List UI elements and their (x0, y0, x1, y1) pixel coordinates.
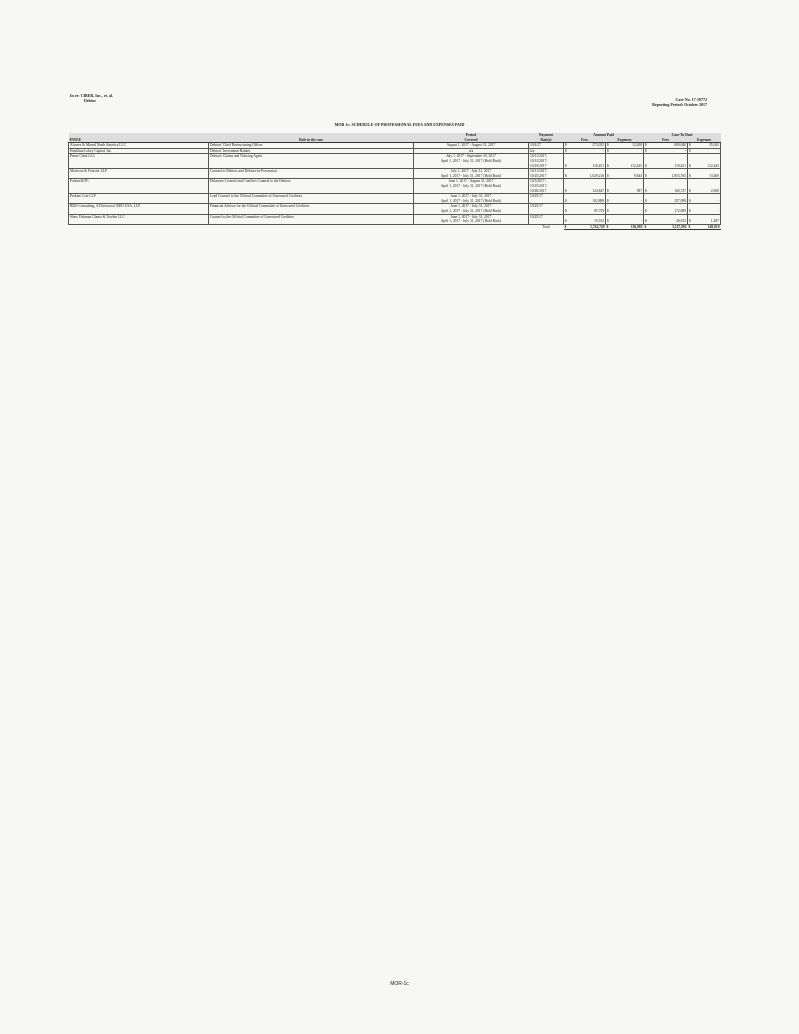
payment-date: 10/19/2017 (530, 163, 547, 168)
payment-date: 10/25/2017 (530, 173, 547, 178)
total-expenses: 136,085 (630, 224, 643, 229)
fees-paid-cell (564, 214, 606, 224)
currency-symbol: $ (689, 143, 691, 148)
fees-paid-cell (564, 204, 606, 214)
payment-date: 10/11/2017; (530, 154, 548, 159)
currency-symbol: $ (565, 198, 567, 203)
fees-paid-cell (564, 194, 606, 204)
period-line: April 1, 2017 - July 31, 2017 (Hold Back) (440, 208, 502, 213)
payee-name: Shaw Fishman Glantz & Towbin LLC (69, 214, 209, 224)
ctd-expenses-header: Expenses (688, 138, 721, 143)
ctd-fees: 160,727 (674, 188, 686, 193)
expenses-paid: - (640, 219, 642, 224)
expenses-paid-cell (606, 194, 644, 204)
payment-date: 10/5/2017; (530, 179, 546, 184)
expenses-paid: - (640, 148, 642, 153)
period-covered (414, 204, 529, 214)
fees-paid-cell (564, 154, 606, 169)
expenses-paid: - (640, 198, 642, 203)
page-footer: MOR-1c (390, 981, 409, 987)
payment-date: 10/25/17 (530, 214, 543, 219)
fees-paid: 1,029,216 (589, 173, 604, 178)
ctd-expenses: - (717, 148, 720, 153)
total-ctd-expenses: 149,810 (707, 224, 720, 229)
role-in-case: Debtors' Investment Banker (209, 148, 414, 154)
total-row (69, 224, 721, 230)
period-header-l2: Covered (414, 138, 529, 143)
role-in-case: Counsel to Debtors and Debtors-in-Possession (209, 169, 414, 179)
expenses-paid-cell (606, 204, 644, 214)
ctd-expenses-cell (688, 169, 721, 179)
currency-symbol: $ (607, 188, 609, 193)
payment-dates (529, 154, 564, 169)
period-line: June 1, 2017 - July 31, 2017 (450, 214, 492, 219)
ctd-fees: 110,451 (674, 163, 686, 168)
ctd-fees: - (684, 148, 686, 153)
currency-symbol: $ (645, 198, 647, 203)
fees-paid-cell (564, 179, 606, 194)
role-in-case: Counsel to the Official Committee of Unsecured Creditors (209, 214, 414, 224)
ctd-expenses: 112,445 (707, 163, 720, 168)
table-row (69, 194, 721, 204)
fees-paid: - (602, 148, 604, 153)
ctd-fees-cell (644, 179, 688, 194)
period-line: August 1, 2017 - August 31, 2017 (446, 143, 496, 148)
table-row (69, 204, 721, 214)
table-row (69, 179, 721, 194)
case-name: In re: CIBER, Inc., et. al. (70, 93, 114, 98)
table-row (69, 214, 721, 224)
currency-symbol: $ (689, 219, 691, 224)
ctd-fees-cell (644, 194, 688, 204)
ctd-expenses-cell (688, 204, 721, 214)
expenses-paid: 13,208 (632, 143, 642, 148)
case-caption (70, 93, 113, 103)
period-line: June 1, 2017 - August 31, 2017 (448, 179, 494, 184)
expenses-paid-cell (606, 154, 644, 169)
fees-schedule-table (68, 133, 721, 230)
currency-symbol: $ (689, 208, 691, 213)
currency-symbol: $ (565, 219, 567, 224)
expenses-paid: 9,844 (633, 173, 642, 178)
ctd-expenses: - (717, 198, 720, 203)
reporting-period: Reporting Period: October 2017 (652, 102, 707, 107)
ctd-fees: 257,098 (674, 198, 686, 203)
currency-symbol: $ (689, 198, 691, 203)
expenses-paid-cell (606, 179, 644, 194)
payment-dates (529, 194, 564, 204)
currency-symbol: $ (645, 173, 647, 178)
ctd-fees-header: Fees (644, 138, 688, 143)
currency-symbol: $ (607, 208, 609, 213)
period-line: July 1, 2017 - July 31, 2017 (450, 169, 492, 174)
currency-symbol: $ (607, 143, 609, 148)
role-in-case: Financial Advisor for the Official Committee of Unsecured Creditors (209, 204, 414, 214)
expenses-paid: 587 (636, 188, 642, 193)
fees-paid: 85,759 (594, 208, 604, 213)
currency-symbol: $ (645, 188, 647, 193)
period-line: April 1, 2017 - July 31, 2017 (Hold Back) (440, 158, 502, 163)
period-line: April 1, 2017 - July 31, 2017 (Hold Back) (440, 173, 502, 178)
currency-symbol: $ (565, 163, 567, 168)
payment-date: 10/4/17 (530, 143, 541, 148)
period-line: June 1, 2017 - July 31, 2017 (450, 194, 492, 199)
payment-dates (529, 204, 564, 214)
fees-paid: 110,451 (592, 163, 604, 168)
ctd-fees-cell (644, 204, 688, 214)
currency-symbol: $ (689, 173, 691, 178)
role-header: Role in the case (209, 138, 414, 143)
currency-symbol: $ (565, 188, 567, 193)
ctd-fees-cell (644, 214, 688, 224)
payment-date: 10/11/2017; (530, 169, 548, 174)
currency-symbol: $ (607, 219, 609, 224)
period-covered (414, 169, 529, 179)
currency-symbol: $ (645, 163, 647, 168)
fees-paid: 273,035 (592, 143, 604, 148)
payee-name: Houlihan Lokey Capital, Inc. (69, 148, 209, 154)
currency-symbol: $ (565, 208, 567, 213)
payment-date: 10/25/17 (530, 194, 543, 199)
role-in-case: Lead Counsel to the Official Committee of Unsecured Creditors (209, 194, 414, 204)
currency-symbol: $ (645, 208, 647, 213)
currency-symbol: $ (607, 198, 609, 203)
ctd-expenses: - (717, 208, 720, 213)
expenses-header: Expenses (606, 138, 644, 143)
period-line: April 1, 2017 - July 31, 2017 (Hold Back) (440, 198, 502, 203)
currency-symbol: $ (565, 148, 567, 153)
table-row (69, 169, 721, 179)
role-in-case: Debtors' Chief Restructuring Officer (209, 143, 414, 149)
period-line: April 1, 2017 - July 31, 2017 (Hold Back) (440, 183, 502, 188)
currency-symbol: $ (565, 173, 567, 178)
currency-symbol: $ (645, 219, 647, 224)
payee-name: Perkins Coie LLP (69, 194, 209, 204)
payment-date: 10/26/2017 (530, 188, 547, 193)
table-row (69, 154, 721, 169)
expenses-paid-cell (606, 214, 644, 224)
period-covered (414, 194, 529, 204)
ctd-fees: 600,040 (674, 143, 686, 148)
ctd-fees-cell (644, 154, 688, 169)
role-in-case: Debtors' Claims and Noticing Agent (209, 154, 414, 169)
fees-paid: 15,533 (594, 219, 604, 224)
ctd-expenses-cell (688, 179, 721, 194)
payment-header-l2: Date(s) (529, 138, 564, 143)
currency-symbol: $ (644, 224, 647, 229)
payee-name: BDO Consulting, A Division of BDO USA, LLP (69, 204, 209, 214)
payment-date: 10/12/2017; (530, 158, 548, 163)
payee-name: Morrison & Foerster LLP (69, 169, 209, 179)
payment-dates (529, 214, 564, 224)
ctd-expenses: 1,287 (710, 219, 720, 224)
period-covered (414, 154, 529, 169)
period-line: April 1, 2017 - July 31, 2017 (Hold Back) (440, 219, 502, 224)
payment-dates (529, 179, 564, 194)
payee-name: Alvarez & Marsal North America LLC (69, 143, 209, 149)
currency-symbol: $ (607, 163, 609, 168)
currency-symbol: $ (689, 148, 691, 153)
payee-name: Prime Clerk LLC (69, 154, 209, 169)
total-label: Total (542, 224, 550, 229)
currency-symbol: $ (645, 143, 647, 148)
expenses-paid: - (640, 208, 642, 213)
expenses-paid: 112,445 (630, 163, 642, 168)
expenses-paid-cell (606, 169, 644, 179)
page-title: MOR 1c: SCHEDULE OF PROFESSIONAL FEES AND EXPENSES PAID (334, 122, 465, 127)
payment-date: 10/25/2017; (530, 183, 548, 188)
currency-symbol: $ (607, 173, 609, 178)
payment-date: 10/25/17 (530, 204, 543, 209)
amount-paid-header: Amount Paid (564, 133, 644, 138)
case-info (652, 97, 707, 107)
fees-paid-cell (564, 169, 606, 179)
ctd-fees-cell (644, 169, 688, 179)
period-header-l1: Period (414, 133, 529, 138)
role-in-case: Delaware Counsel and Conflicts Counsel to the Debtors (209, 179, 414, 194)
ctd-fees: 26,932 (676, 219, 686, 224)
ctd-expenses: 13,400 (709, 173, 720, 178)
payee-header: PAYEE (69, 138, 209, 143)
payee-name: Polsinelli PC (69, 179, 209, 194)
period-covered (414, 214, 529, 224)
ctd-expenses-cell (688, 194, 721, 204)
currency-symbol: $ (689, 163, 691, 168)
currency-symbol: $ (565, 143, 567, 148)
total-fees: 1,741,729 (590, 224, 605, 229)
currency-symbol: $ (607, 148, 609, 153)
ctd-expenses: 2,650 (710, 188, 720, 193)
fees-paid: 102,888 (592, 198, 604, 203)
ctd-fees: 1,853,765 (671, 173, 686, 178)
currency-symbol: $ (689, 188, 691, 193)
period-line: July 1, 2017 - September 30, 2017 (446, 154, 496, 159)
period-covered (414, 179, 529, 194)
payment-header-l1: Payment (529, 133, 564, 138)
case-to-date-header: Case-To-Date (644, 133, 721, 138)
currency-symbol: $ (564, 224, 567, 229)
fees-header: Fees (564, 138, 606, 143)
fees-paid: 124,847 (592, 188, 604, 193)
ctd-fees: 172,089 (674, 208, 686, 213)
ctd-expenses-cell (688, 154, 721, 169)
period-line: n/a (468, 148, 474, 153)
period-line: June 1, 2017 - July 31, 2017 (450, 204, 492, 209)
currency-symbol: $ (606, 224, 609, 229)
ctd-expenses-cell (688, 214, 721, 224)
payment-dates (529, 169, 564, 179)
total-ctd-fees: 3,127,092 (672, 224, 687, 229)
ctd-expenses: 35,043 (709, 143, 720, 148)
debtor-label: Debtor (84, 98, 96, 103)
payment-date: n/a (530, 148, 535, 153)
case-number: Case No. 17-10772 (675, 97, 707, 102)
currency-symbol: $ (688, 224, 691, 229)
currency-symbol: $ (645, 148, 647, 153)
